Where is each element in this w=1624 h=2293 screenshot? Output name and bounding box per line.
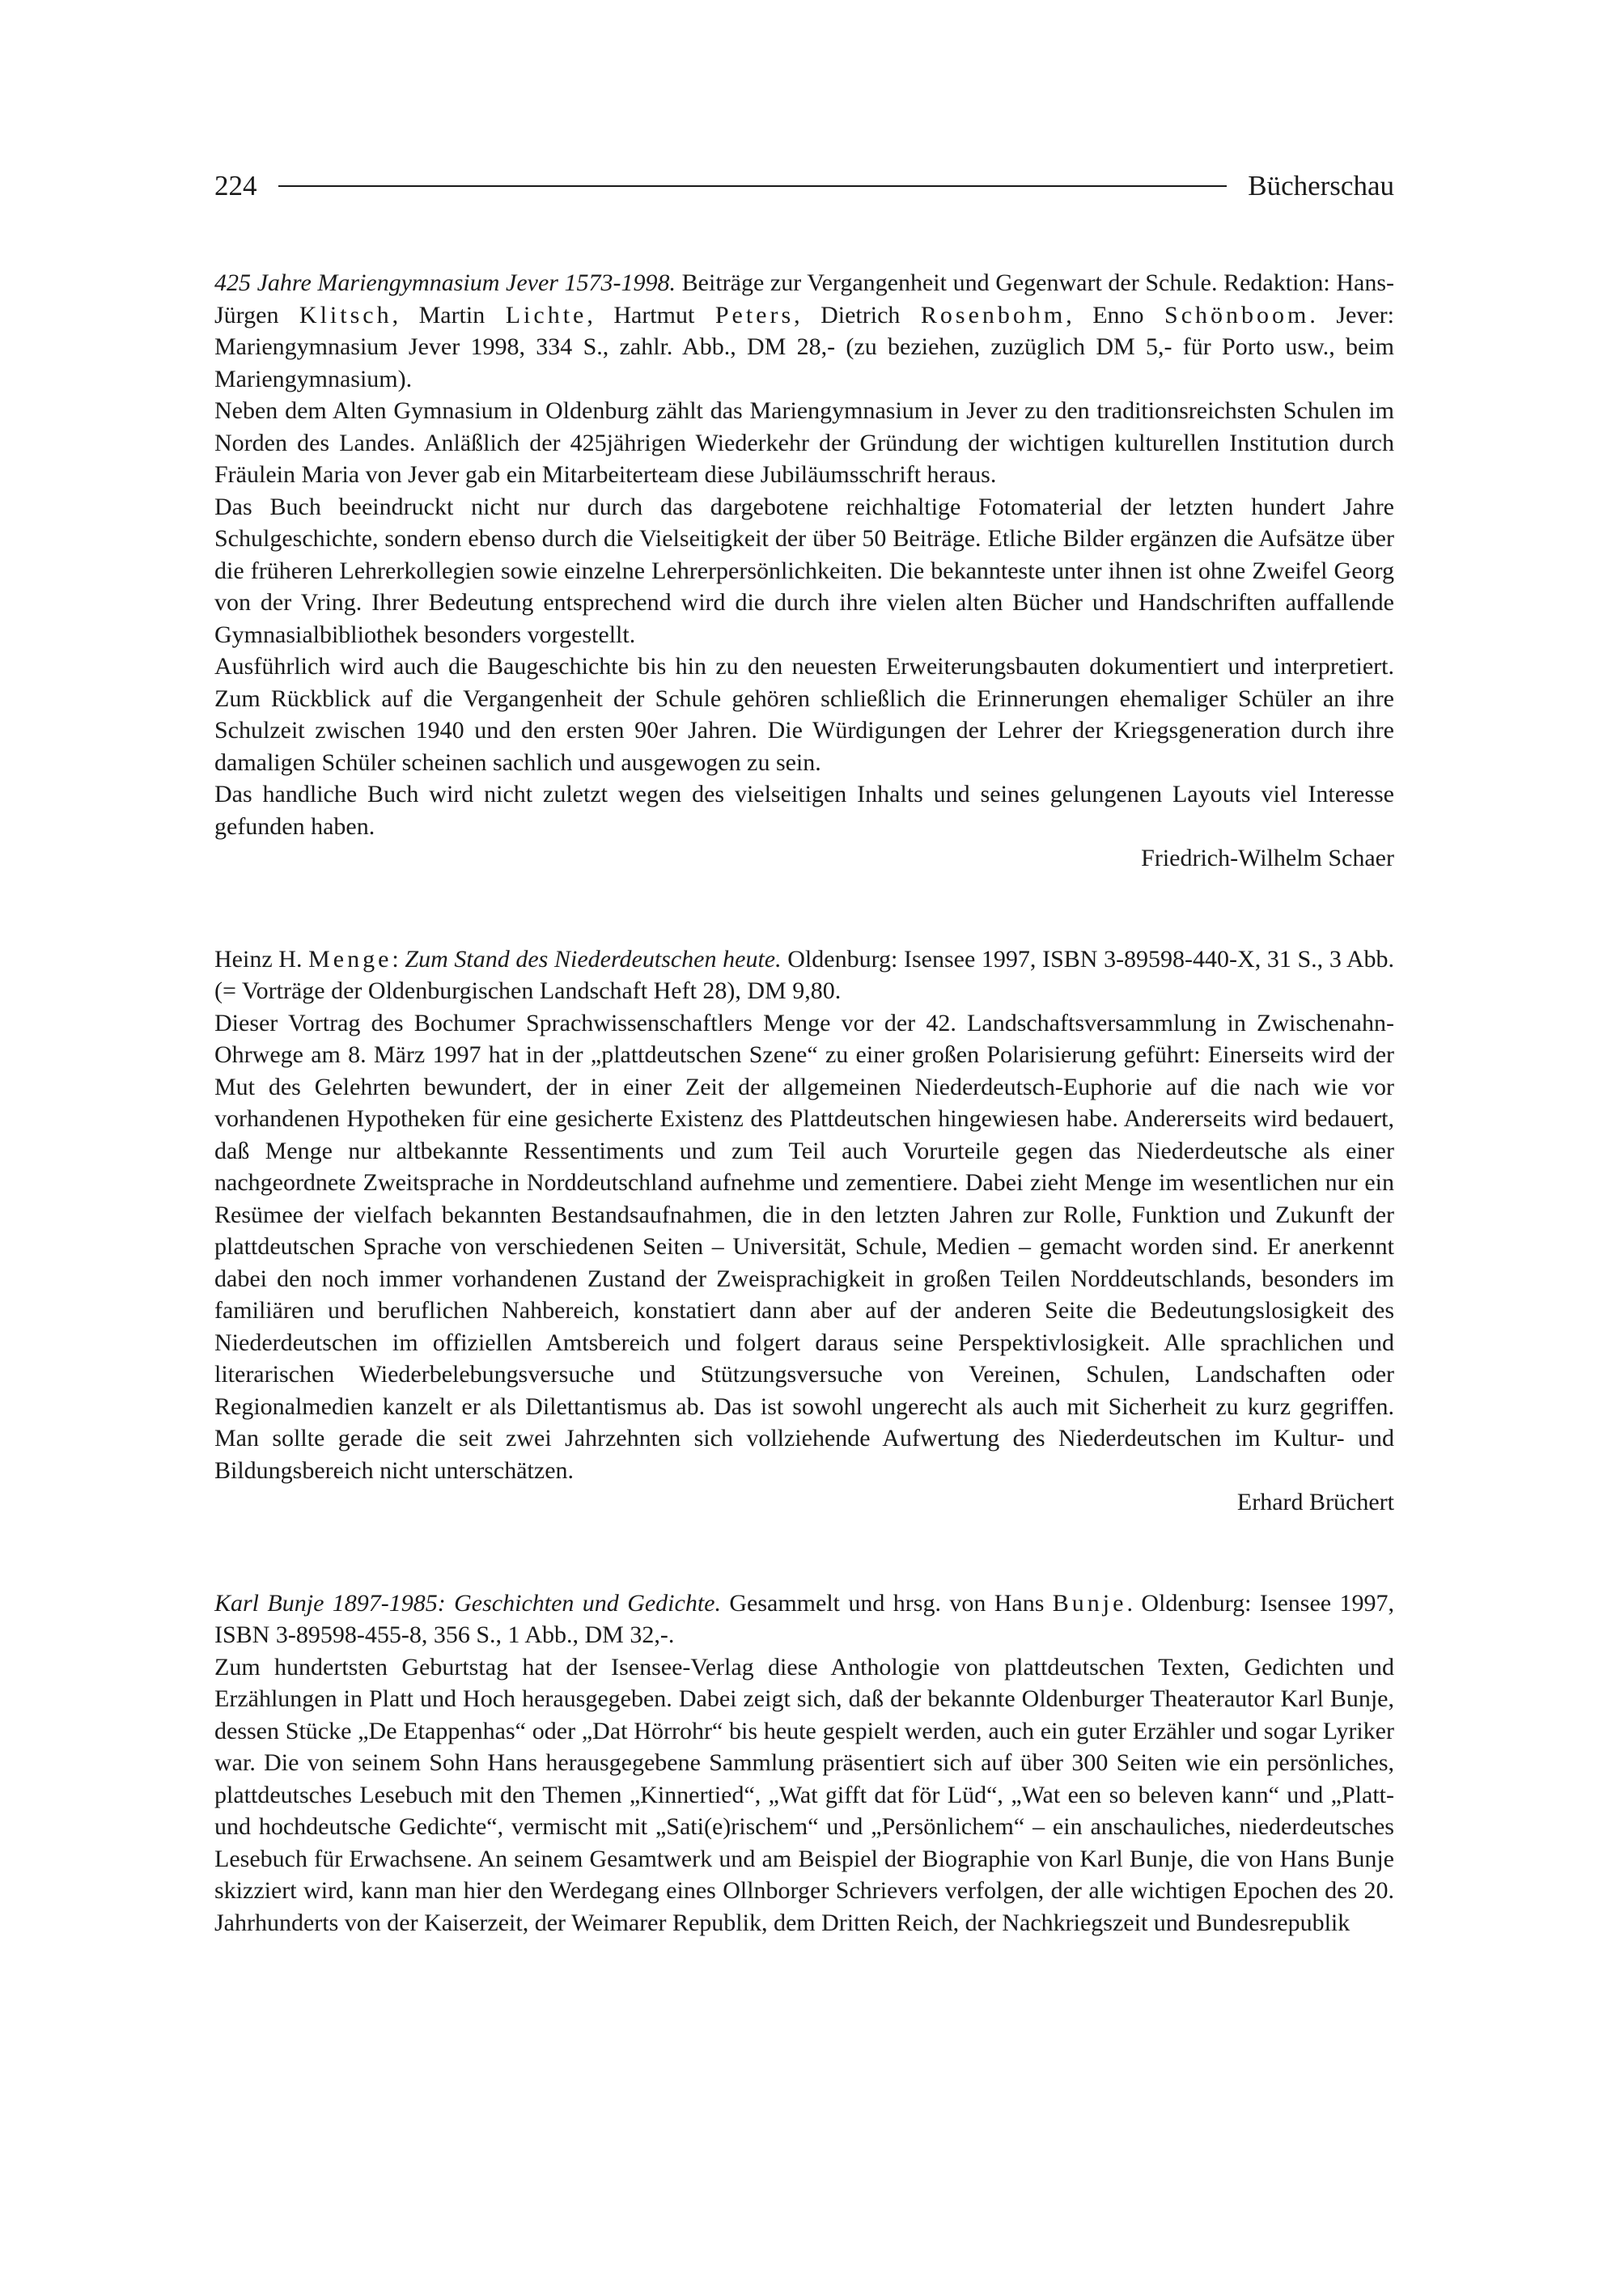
review-citation [214,943,1394,1007]
review-paragraph: Zum hundertsten Geburtstag hat der Isensee-Verlag diese Anthologie von plattdeutschen Texten, Gedichten und Erzählungen in Platt und Hoch herausgegeben. Dabei zeigt sich, daß der bekannte Oldenburger Theaterautor Karl Bunje, dessen Stücke „De Etappenhas“ oder „Dat Hörrohr“ bis heute gespielt werden, auch ein guter Erzähler und sogar Lyriker war. Die von seinem Sohn Hans herausgegebene Sammlung präsentiert sich auf über 300 Seiten wie ein persönliches, plattdeutsches Lesebuch mit den Themen „Kinnertied“, „Wat gifft dat för Lüd“, „Wat een so beleven kann“ und „Platt- und hochdeutsche Gedichte“, vermischt mit „Sati(e)rischem“ und „Persönlichem“ – ein anschauliches, niederdeutsches Lesebuch für Erwachsene. An seinem Gesamtwerk und am Beispiel der Biographie von Karl Bunje, die von Hans Bunje skizziert wird, kann man hier den Werdegang eines Ollnborger Schrievers verfolgen, der alle wichtigen Epochen des 20. Jahrhunderts von der Kaiserzeit, der Weimarer Republik, dem Dritten Reich, der Nachkriegszeit und Bundesrepublik [214,1653,1394,1936]
page-number: 224 [214,170,257,201]
reviewer-signature: Friedrich-Wilhelm Schaer [1141,845,1394,871]
editor-name: Peters [714,301,795,328]
review-paragraph: Ausführlich wird auch die Baugeschichte bis hin zu den neuesten Erweiterungsbauten dokumentiert und interpretiert. Zum Rückblick auf die Vergangenheit der Schule gehören schließlich die Erinnerungen ehemaliger Schüler an ihre Schulzeit zwischen 1940 und den ersten 90er Jahren. Die Würdigungen der Lehrer der Kriegsgeneration durch ihre damaligen Schüler scheinen sachlich und ausgewogen zu sein. [214,653,1394,776]
author-separator: : [392,945,405,973]
header-rule [278,185,1228,187]
editor-separator: , Enno [1066,301,1165,328]
review-mariengymnasium [214,267,1394,875]
editor-separator: , Martin [392,301,506,328]
section-title: Bücherschau [1248,170,1394,201]
review-paragraph: Das Buch beeindruckt nicht nur durch das dargebotene reichhaltige Fotomaterial der letzten hundert Jahre Schulgeschichte, sondern ebenso durch die Vielseitigkeit der über 50 Beiträge. Etliche Bilder ergänzen die Aufsätze über die früheren Lehrerkollegien sowie einzelne Lehrerpersönlichkeiten. Die bekannteste unter ihnen ist ohne Zweifel Georg von der Vring. Ihrer Bedeutung entsprechend wird die durch ihre vielen alten Bücher und Handschriften auffallende Gymnasialbibliothek besonders vorgestellt. [214,493,1394,648]
reviewer-signature: Erhard Brüchert [1236,1489,1394,1515]
author-last-name: Menge [308,945,392,973]
review-paragraph: Neben dem Alten Gymnasium in Oldenburg zählt das Mariengymnasium in Jever zu den traditionsreichsten Schulen im Norden des Landes. Anläßlich der 425jährigen Wiederkehr der Gründung der wichtigen kulturellen Institution durch Fräulein Maria von Jever gab ein Mitarbeiterteam diese Jubiläumsschrift heraus. [214,397,1394,488]
book-title: Zum Stand des Niederdeutschen heute. [405,945,782,973]
review-citation [214,267,1394,395]
book-review-page [214,162,1394,1939]
editor-separator: , Dietrich [794,301,921,328]
citation-text: . Oldenburg: Isensee 1997, ISBN 3-89598-455-8, 356 S., 1 Abb., DM 32,-. [214,1589,1395,1648]
review-paragraph: Dieser Vortrag des Bochumer Sprachwissenschaftlers Menge vor der 42. Landschaftsversammlung in Zwischenahn-Ohrwege am 8. März 1997 hat in der „plattdeutschen Szene“ zu einer großen Polarisierung geführt: Einerseits wird der Mut des Gelehrten bewundert, der in einer Zeit der allgemeinen Niederdeutsch-Euphorie auf die nach wie vor vorhandenen Hypotheken für eine gesicherte Existenz des Plattdeutschen hingewiesen habe. Andererseits wird bedauert, daß Menge nur altbekannte Ressentiments und zum Teil auch Vorurteile gegen das Niederdeutsche als einer nachgeordnete Zweitsprache in Norddeutschland aufnehme und zementiere. Dabei zieht Menge im wesentlichen nur ein Resümee der vielfach bekannten Bestandsaufnahmen, die in den letzten Jahren zur Rolle, Funktion und Zukunft der plattdeutschen Sprache von verschiedenen Seiten – Universität, Schule, Medien – gemacht worden sind. Er anerkennt dabei den noch immer vorhandenen Zustand der Zweisprachigkeit in großen Teilen Norddeutschlands, besonders im familiären und beruflichen Nahbereich, konstatiert dann aber auf der anderen Seite die Bedeutungslosigkeit des Niederdeutschen im offiziellen Amtsbereich und folgert daraus seine Perspektivlosigkeit. Alle sprachlichen und literarischen Wiederbelebungsversuche und Stützungsversuche von Vereinen, Schulen, Landschaften oder Regionalmedien kanzelt er als Dilettantismus ab. Das ist sowohl ungerecht als auch mit Sicherheit zu kurz gegriffen. Man sollte gerade die seit zwei Jahrzehnten sich vollziehende Aufwertung des Niederdeutschen im Kultur- und Bildungsbereich nicht unterschätzen. [214,1009,1394,1484]
book-title: 425 Jahre Mariengymnasium Jever 1573-1998. [214,269,676,296]
editor-name: Bunje [1052,1589,1127,1617]
citation-text: Beiträge zur Vergangenheit und Gegenwart der Schule. Redaktion: Hans-Jürgen [214,269,1395,328]
review-niederdeutsch [214,943,1394,1519]
citation-text: Gesammelt und hrsg. von Hans [720,1589,1053,1617]
running-head [214,162,1394,210]
editor-name: Lichte [505,301,587,328]
citation-text: Oldenburg: Isensee 1997, ISBN 3-89598-440-X, 31 S., 3 Abb. (= Vorträge der Oldenburgischen Landschaft Heft 28), DM 9,80. [214,945,1394,1004]
editor-name: Rosenbohm [920,301,1066,328]
editor-name: Schönboom [1164,301,1310,328]
book-title: Karl Bunje 1897-1985: Geschichten und Gedichte. [214,1589,721,1617]
review-karl-bunje [214,1587,1394,1939]
review-citation [214,1587,1394,1651]
editor-name: Klitsch [299,301,392,328]
review-paragraph: Das handliche Buch wird nicht zuletzt wegen des vielseitigen Inhalts und seines gelungenen Layouts viel Interesse gefunden haben. [214,781,1394,840]
editor-separator: , Hartmut [587,301,715,328]
author-first-name: Heinz H. [214,945,309,973]
editor-separator: . Jever: Mariengymnasium Jever 1998, 334 S., zahlr. Abb., DM 28,- (zu beziehen, zuzüglich DM 5,- für Porto usw., beim Mariengymnasium). [214,301,1395,392]
